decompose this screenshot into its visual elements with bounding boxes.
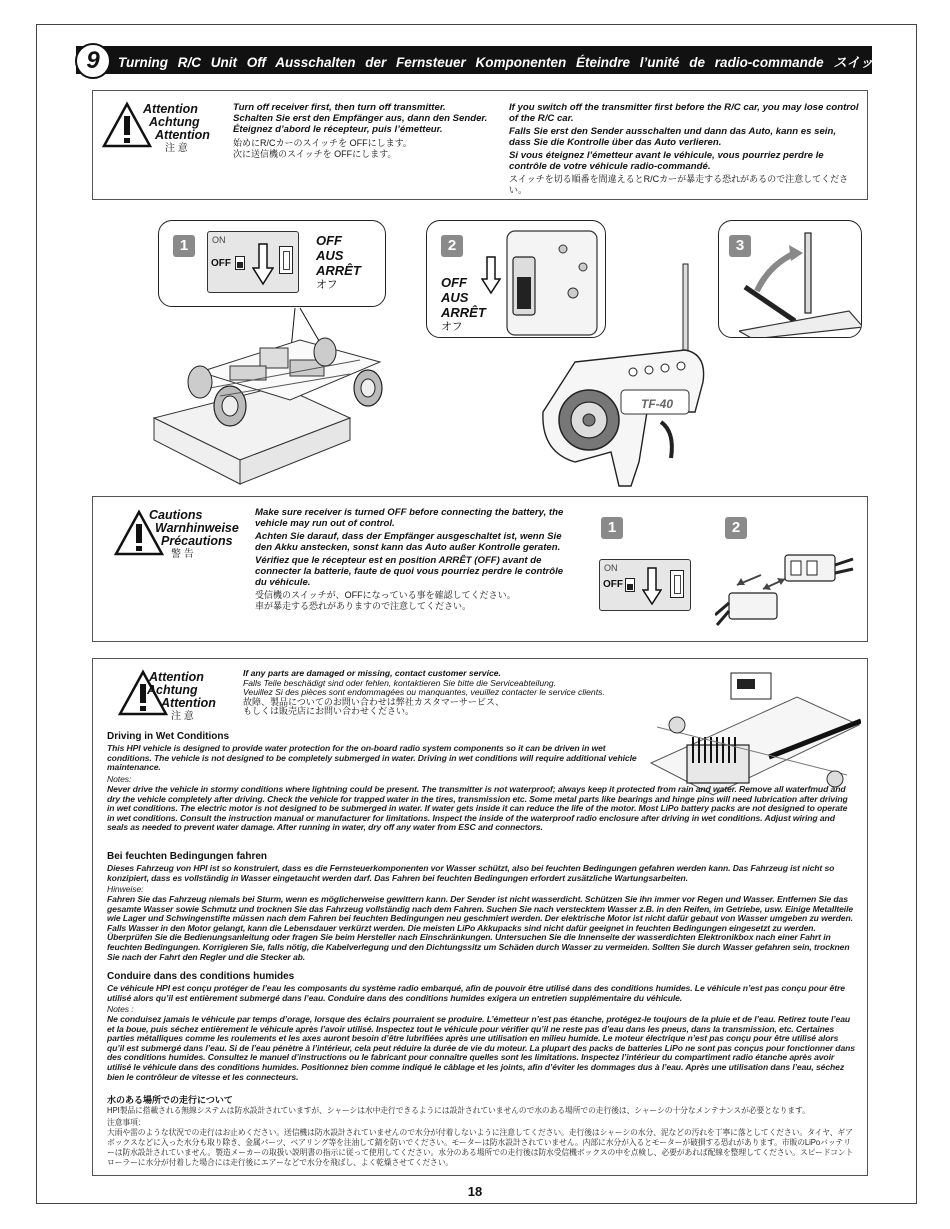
arrow-down-icon [481,255,501,295]
attention-labels-2: Attention Achtung Attention 注 意 [147,670,216,722]
attention-intro-text: If any parts are damaged or missing, contact customer service. Falls Teile beschädigt sind oder fehlen, kontaktieren Sie bitte die Serviceabteilung. Veuillez Si des pièces sont endommagées ou manquantes, veuillez contacter le service clients. 故障、製品についてのお問い合わせは弊社カスタマーサービス、 もしくは販売店にお問い合わせください。 [243,668,605,717]
section-body-jp: HPI製品に搭載される無線システムは防水設計されていますが、シャーシは水中走行できるようには設計されていませんので水のある場所での走行後は、シャーシの十分なメンテナンスが必要となります。 [107,1106,810,1115]
step-3-badge: 3 [729,235,751,257]
attention-labels: Attention Achtung Attention 注 意 [143,102,210,154]
section-notes-label-fr: Notes : [107,1004,134,1014]
transmitter-badge: TF-40 [641,397,674,411]
step-2-badge: 2 [441,235,463,257]
battery-connector-icon [715,545,855,635]
attention-right-text: If you switch off the transmitter first before the R/C car, you may lose control of the R/C car. Falls Sie erst den Sender ausschalten und dann das Auto, kann es sein, dass Sie die Kontrolle über das Auto verlieren. Si vous éteignez l’émetteur avant le véhicule, vous pourriez perdre le contrôle de votre véhicule radio-commandé. スイッチを切る順番を間違えるとR/Cカーが暴走する恐れがあるので注意してください。 [509,102,859,195]
cautions-labels: Cautions Warnhinweise Précautions 警 告 [149,508,239,560]
section-notes-label-en: Notes: [107,774,132,784]
caution-step-1-badge: 1 [601,517,623,539]
section-title-de: Bei feuchten Bedingungen fahren [107,851,268,862]
section-notes-jp: 大雨や雷のような状況での走行はお止めください。送信機は防水設計されていませんので水分が付着しないように注意してください。走行後はシャーシの水分、泥などの汚れを丁寧に落としてください。タイヤ、ギアボックスなどに入った水分も取り除き、金属パーツ、ベアリング等を注油して錆を防いでください。モーターは防水設計されていません。内部に水分が入るとモーターが破損する恐れがあります。市販のLiPoバッテリーは防水設計されていません。製造メーカーの取扱い説明書の指示に従って使用してください。水分のある場所での走行後は防水受信機ボックスの中を点検し、必要があれば配線を整理してください。スピードコントローラーに水分が付着した場合には走行後にエアーなどで水分を飛ばし、よく乾燥させてください。 [107,1128,854,1167]
section-body-de: Dieses Fahrzeug von HPI ist so konstruiert, dass es die Fernsteuerkomponenten vor Wasser schützt, also bei feuchten Bedingungen gefahren werden kann. Das Fahrzeug ist nicht so konzipiert, dass es vollständig in Wasser eingetaucht werden darf. Das Fahren bei feuchten Bedingungen erfordert zusätzliche Wartungsarbeiten. [107,863,835,883]
arrow-down-icon [642,566,662,606]
section-body-en: This HPI vehicle is designed to provide water protection for the on-board radio system components so it can be driven in wet conditions. The vehicle is not designed to be completely submerged in water. Driving in wet conditions will require additional vehicle maintenance. [107,743,637,773]
illustration-step-1 [158,220,386,307]
attention-box-1 [92,90,868,200]
illustration-step-3 [718,220,862,338]
step-1-badge: 1 [173,235,195,257]
section-title-jp: 水のある場所での走行について [107,1095,233,1105]
arrow-down-icon [252,242,274,286]
power-switch-icon: ON OFF [599,559,691,611]
page-number: 18 [467,1184,483,1199]
cautions-box [92,496,868,642]
section-notes-fr: Ne conduisez jamais le véhicule par temps d’orage, lorsque des éclairs pourraient se produire. L’émetteur n’est pas étanche, protégez-le toujours de la pluie et de l’eau. Retirez toute l’eau et la boue, puis séchez entièrement le véhicule après l’avoir utilisé. Inspectez tout le véhicule pour vérifier qu’il ne reste pas d’eau dans les pneus, dans la transmission, etc. Certaines parties métalliques comme les roulements et les axes auront besoin d’être lubrifiées après une utilisation en milieu humide. Le moteur électrique n’est pas conçu pour être utilisé alors qu’il est submergé dans l’eau. Si de l’eau pénètre à l’intérieur, cela peut réduire la durée de vie du moteur. La plupart des packs de batteries LiPo ne sont pas conçus pour fonctionner dans des conditions humides. Consultez le manuel d’instructions ou le fabricant pour connaître quelles sont les limitations. Inspectez l’intérieur du compartiment radio étanche après avoir utilisé le véhicule dans des conditions humides. Positionnez bien comme indiqué le câblage et les joints, afin d’éviter les dommages dus à l’eau. Après une utilisation dans l’eau, séchez bien le contrôleur de vitesse et les connecteurs. [107,1014,855,1082]
step-title: Turning R/C Unit Off Ausschalten der Fernsteuer Komponenten Éteindre l’unité de radio-commande スイッチの切り方 [118,55,941,70]
rc-car-illustration [140,300,410,490]
section-notes-label-de: Hinweise: [107,884,144,894]
caution-step-2-badge: 2 [725,517,747,539]
off-labels-2: OFF AUS ARRÊT オフ [441,275,486,333]
power-switch-icon: ON OFF [207,231,299,293]
transmitter-illustration [535,262,715,492]
section-notes-de: Fahren Sie das Fahrzeug niemals bei Sturm, wenn es möglicherweise gewittern kann. Der Sender ist nicht wasserdicht. Schützen Sie ihn immer vor Regen und Wasser. Entfernen Sie das gesamte Wasser sowie Schmutz und trocknen Sie das Fahrzeug vollständig nach dem Fahren. Suchen Sie nach verstecktem Wasser z.B. in den Reifen, im Getriebe, usw. Einige Metallteile wie Lager und Schwingenstifte müssen nach dem Fahren bei feuchten Bedingungen neu geschmiert werden. Der elektrische Motor ist nicht dafür gebaut von Wasser umgeben zu werden. Falls Wasser in den Motor gelangt, kann die Lebensdauer verkürzt werden. Die meisten LiPo Akkupacks sind nicht dafür geeignet in feuchten Bedingungen eingesetzt zu werden. Überprüfen Sie die Bedienungsanleitung oder fragen Sie beim Hersteller nach Einschränkungen. Untersuchen Sie die Innenseite der wasserdichten Elektronikbox nach einer Fahrt in feuchten Bedingungen. Korrigieren Sie, falls nötig, die Kabelverlegung und den Dichtungssitz um Schäden durch Wasser zu vermeiden. Sollten Sie durch Wasser gefahren sein, trocknen Sie nach der Fahrt den Regler und die Stecker ab. [107,894,854,962]
section-notes-label-jp: 注意事項： [107,1118,146,1127]
off-labels: OFF AUS ARRÊT オフ [316,233,361,291]
antenna-fold-icon [739,231,862,338]
step-number: 9 [75,43,111,79]
section-notes-en: Never drive the vehicle in stormy conditions where lightning could be present. The transmitter is not waterproof; always keep it protected from rain and water. Remove all waterfmud and dry the vehicle completely after driving. Check the vehicle for trapped water in the tires, transmission etc. Some metal parts like bearings and hinge pins will need lubrication after driving in wet conditions. The electric motor is not designed to be submerged in water. If water gets inside it can reduce the life of the motor. Most LiPo battery packs are not designed to operate in wet conditions. Consult the instruction manual or manufacturer for limitations. Inspect the inside of the waterproof radio enclosure after driving in wet conditions. Adjust wiring and seals as needed to prevent water damage. After running in water, dry off any water from ESC and connectors. [107,784,848,833]
attention-box-2 [92,658,868,1176]
cautions-text: Make sure receiver is turned OFF before connecting the battery, the vehicle may run out of control. Achten Sie darauf, dass der Empfänger ausgeschaltet ist, wenn Sie den Akku anstecken, sonst kann das Auto außer Kontrolle geraten. Vérifiez que le récepteur est en position ARRÊT (OFF) avant de connecter la batterie, faute de quoi vous pourriez perdre le contrôle du véhicule. 受信機のスイッチが、OFFになっている事を確認してください。 車が暴走する恐れがありますので注意してください。 [255,507,564,611]
section-title-fr: Conduire dans des conditions humides [107,971,295,982]
section-body-fr: Ce véhicule HPI est conçu protéger de l’eau les composants du système radio embarqué, afin de pouvoir être utilisé dans des conditions humides. Le véhicule n’est pas conçu pour être utilisé alors qu’il est entièrement submergé dans l’eau. Conduire dans des conditions humides exigera un entretien supplémentaire du véhicule. [107,983,845,1003]
attention-left-text: Turn off receiver first, then turn off transmitter. Schalten Sie erst den Empfänger aus, dann den Sender. Éteignez d’abord le récepteur, puis l’émetteur. 始めにR/Cカーのスイッチを OFFにします。 次に送信機のスイッチを OFFにします。 [233,102,488,159]
section-title-en: Driving in Wet Conditions [107,731,230,742]
